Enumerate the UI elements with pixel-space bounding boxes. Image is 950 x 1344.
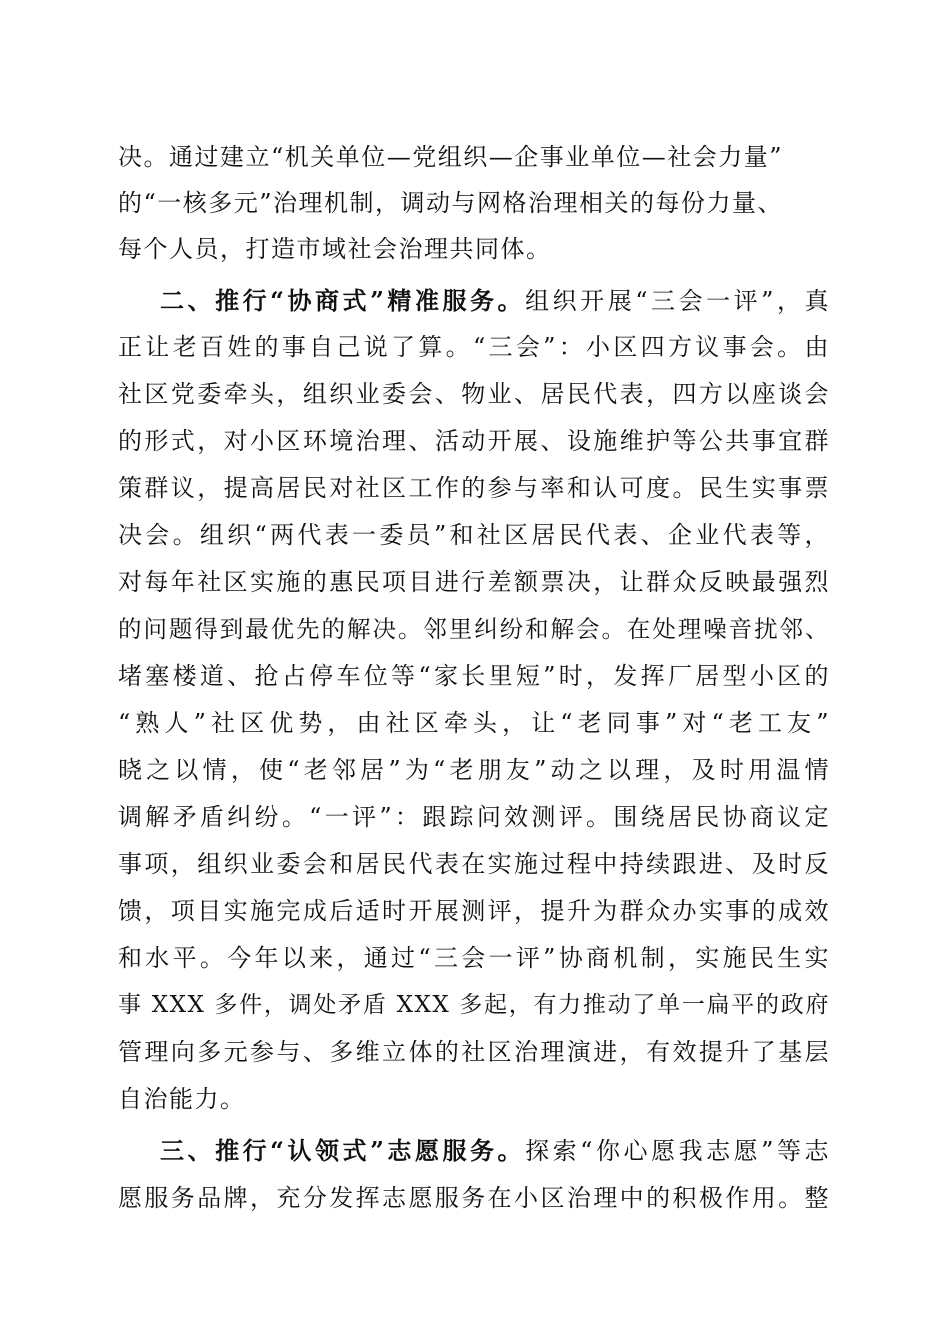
text-line: 调解矛盾纠纷。“一评”：跟踪问效测评。围绕居民协商议定 <box>118 803 830 831</box>
text-line: 对每年社区实施的惠民项目进行差额票决，让群众反映最强烈 <box>118 568 830 596</box>
text-line: 社区党委牵头，组织业委会、物业、居民代表，四方以座谈会 <box>118 380 830 408</box>
text-line: 愿服务品牌，充分发挥志愿服务在小区治理中的积极作用。整 <box>118 1184 830 1212</box>
section-heading-line: 二、推行“协商式”精准服务。组织开展“三会一评”，真 <box>160 286 831 315</box>
text-line: 和水平。今年以来，通过“三会一评”协商机制，实施民生实 <box>118 944 830 972</box>
text-line: 的形式，对小区环境治理、活动开展、设施维护等公共事宜群 <box>118 427 830 455</box>
text-line: 正让老百姓的事自己说了算。“三会”：小区四方议事会。由 <box>118 333 830 361</box>
text-line: 决。通过建立“机关单位—党组织—企事业单位—社会力量” <box>118 143 784 171</box>
text-line: 决会。组织“两代表一委员”和社区居民代表、企业代表等， <box>118 521 830 549</box>
text-line: 每个人员，打造市域社会治理共同体。 <box>118 235 552 263</box>
text-line: 自治能力。 <box>118 1085 246 1113</box>
section-heading: 三、推行“认领式”志愿服务。 <box>160 1136 526 1165</box>
text-line: 馈，项目实施完成后适时开展测评，提升为群众办实事的成效 <box>118 897 830 925</box>
text-line: “熟人”社区优势，由社区牵头，让“老同事”对“老工友” <box>118 709 830 737</box>
text-line: 事项，组织业委会和居民代表在实施过程中持续跟进、及时反 <box>118 850 830 878</box>
text-line: 堵塞楼道、抢占停车位等“家长里短”时，发挥厂居型小区的 <box>118 662 830 690</box>
text-line: 事 XXX 多件，调处矛盾 XXX 多起，有力推动了单一扁平的政府 <box>118 992 830 1018</box>
text-line: 晓之以情，使“老邻居”为“老朋友”动之以理，及时用温情 <box>118 756 830 784</box>
text-line: 的问题得到最优先的解决。邻里纠纷和解会。在处理噪音扰邻、 <box>118 615 830 643</box>
text-line: 的“一核多元”治理机制，调动与网格治理相关的每份力量、 <box>118 189 784 217</box>
section-heading-line: 三、推行“认领式”志愿服务。探索“你心愿我志愿”等志 <box>160 1136 831 1165</box>
section-heading: 二、推行“协商式”精准服务。 <box>160 286 526 315</box>
text-line: 管理向多元参与、多维立体的社区治理演进，有效提升了基层 <box>118 1038 830 1066</box>
text-line: 策群议，提高居民对社区工作的参与率和认可度。民生实事票 <box>118 474 830 502</box>
